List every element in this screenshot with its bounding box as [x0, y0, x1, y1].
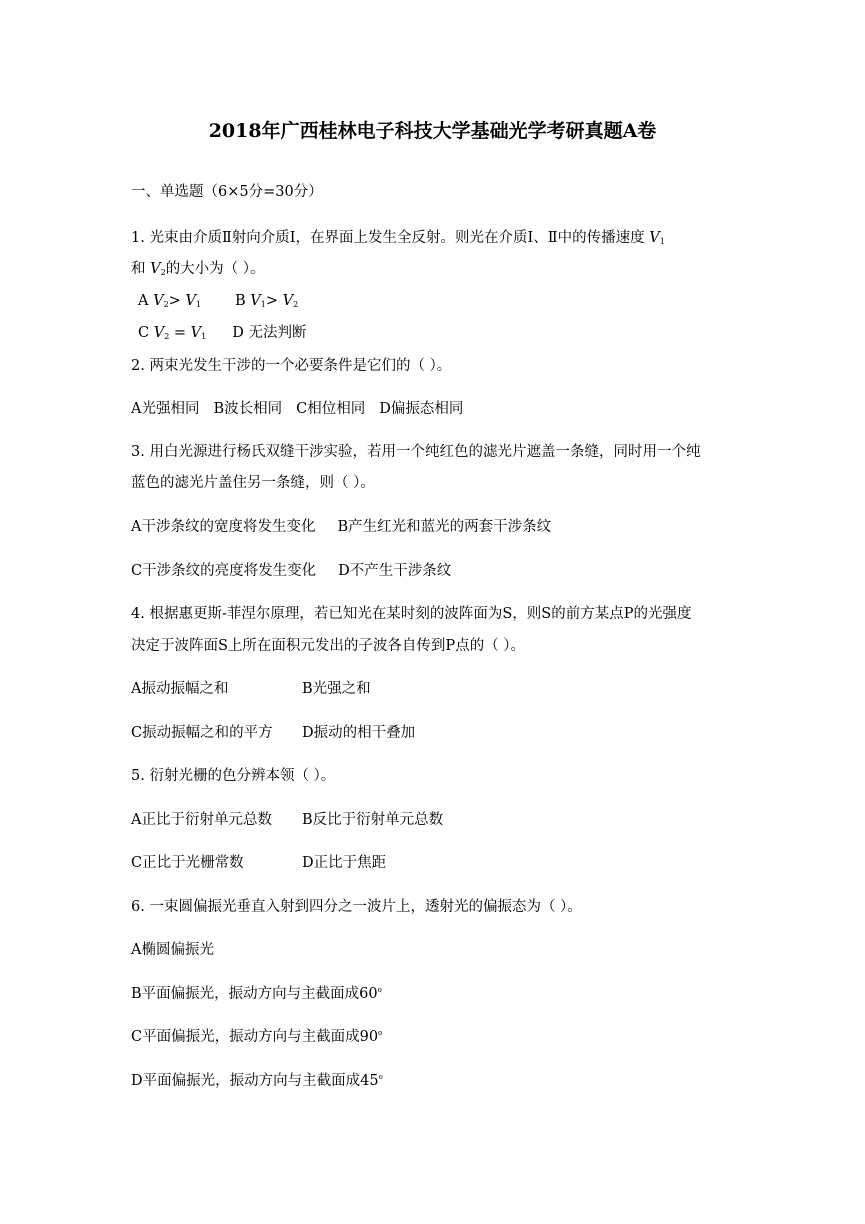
q5-option-a: A正比于衍射单元总数 — [131, 812, 272, 828]
q3-option-c: C干涉条纹的亮度将发生变化 — [131, 563, 317, 579]
q3-option-b: B产生红光和蓝光的两套干涉条纹 — [337, 519, 552, 535]
q6-option-a: A椭圆偏振光 — [131, 942, 214, 958]
q4-options-row2 — [131, 723, 415, 743]
q4-option-c: C振动振幅之和的平方 — [131, 725, 273, 741]
q6-stem: 6. 一束圆偏振光垂直入射到四分之一波片上，透射光的偏振态为（ ）。 — [131, 899, 582, 915]
q2-options — [131, 399, 463, 419]
page-title: 2018年广西桂林电子科技大学基础光学考研真题A卷 — [208, 120, 657, 142]
q2-option-a: A光强相同 — [131, 401, 200, 417]
q1-stem-line2: 和 $V_2$的大小为（ ）。 — [131, 261, 265, 277]
q6-option-d: D平面偏振光，振动方向与主截面成45$^o$ — [131, 1073, 383, 1089]
q1-options-row1 — [138, 291, 298, 311]
q5-option-c: C正比于光栅常数 — [131, 855, 244, 871]
q5-options-row2 — [131, 853, 386, 873]
q1-option-a: A $V_2> V_1$ — [138, 293, 202, 309]
q5-option-d: D正比于焦距 — [302, 855, 387, 871]
q5-options-row1 — [131, 810, 443, 830]
q1-option-b: B $V_1> V_2$ — [235, 293, 299, 309]
q4-options-row1 — [131, 679, 371, 699]
q4-option-d: D振动的相干叠加 — [302, 725, 416, 741]
q6-option-b: B平面偏振光，振动方向与主截面成60$^o$ — [131, 986, 382, 1002]
q4-option-a: A振动振幅之和 — [131, 681, 229, 697]
q5-stem: 5. 衍射光栅的色分辨本领（ ）。 — [131, 768, 336, 784]
q3-options-row1 — [131, 517, 551, 537]
q4-stem-line2: 决定于波阵面S上所在面积元发出的子波各自传到P点的（ ）。 — [131, 638, 526, 654]
section-heading: 一、单选题（6×5分=30分） — [131, 184, 323, 200]
q2-option-d: D偏振态相同 — [379, 401, 464, 417]
q3-option-a: A干涉条纹的宽度将发生变化 — [131, 519, 316, 535]
q4-stem-line1: 4. 根据惠更斯-菲涅尔原理，若已知光在某时刻的波阵面为S，则S的前方某点P的光强度 — [131, 606, 692, 622]
q1-stem-line1: 1. 光束由介质Ⅱ射向介质Ⅰ，在界面上发生全反射。则光在介质Ⅰ、Ⅱ中的传播速度 $V_1$ — [131, 230, 665, 246]
q3-stem-line1: 3. 用白光源进行杨氏双缝干涉实验，若用一个纯红色的滤光片遮盖一条缝，同时用一个纯 — [131, 444, 701, 460]
q1-options-row2 — [138, 323, 306, 343]
q1-option-c: C $V_2 = V_1$ — [138, 325, 207, 341]
q4-option-b: B光强之和 — [302, 681, 371, 697]
q3-options-row2 — [131, 561, 451, 581]
q2-stem: 2. 两束光发生干涉的一个必要条件是它们的（ ）。 — [131, 358, 452, 374]
q6-option-c: C平面偏振光，振动方向与主截面成90$^o$ — [131, 1029, 383, 1045]
q3-option-d: D不产生干涉条纹 — [338, 563, 452, 579]
q1-option-d: D 无法判断 — [232, 325, 307, 341]
q2-option-c: C相位相同 — [296, 401, 366, 417]
q5-option-b: B反比于衍射单元总数 — [302, 812, 444, 828]
q3-stem-line2: 蓝色的滤光片盖住另一条缝，则（ ）。 — [131, 475, 375, 491]
q2-option-b: B波长相同 — [213, 401, 283, 417]
